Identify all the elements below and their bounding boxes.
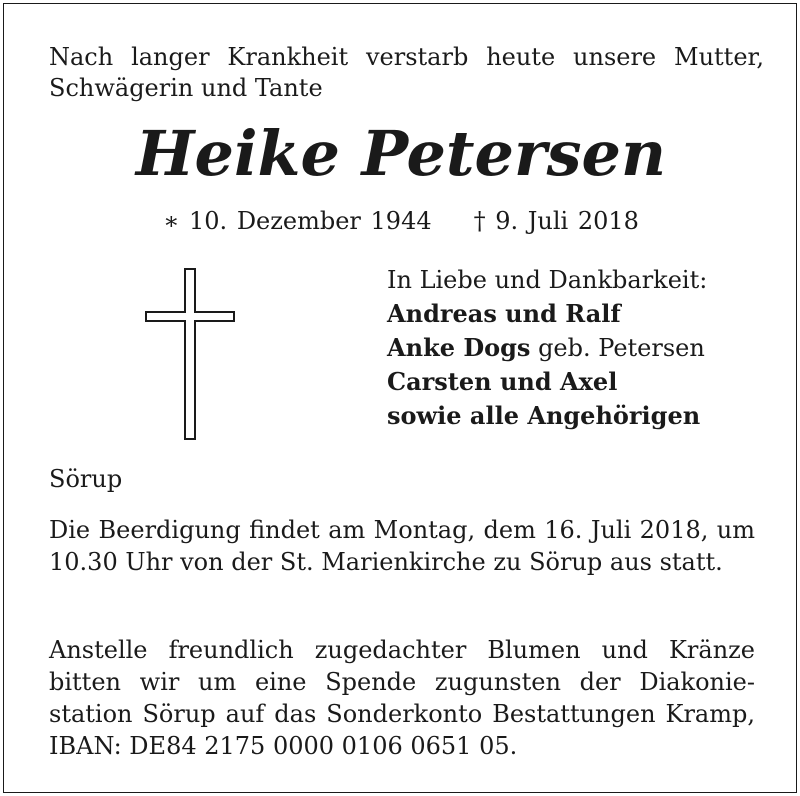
mourner-line-1: [387, 297, 707, 331]
place-name: Sörup: [49, 465, 123, 493]
latin-cross-icon: [144, 268, 236, 440]
mourners-heading: In Liebe und Dankbarkeit:: [387, 266, 708, 294]
mourner-relatives: sowie alle Angehörigen: [387, 401, 701, 430]
funeral-info: Die Beerdigung findet am Montag, dem 16. Juli 2018, um 10.30 Uhr von der St. Marienkirche zu Sörup aus statt.: [49, 516, 755, 576]
life-dates: [4, 206, 798, 236]
death-date: † 9. Juli 2018: [473, 207, 639, 235]
mourner-carsten-axel: Carsten und Axel: [387, 367, 618, 396]
mourners-list: [387, 264, 707, 433]
deceased-name: Heike Petersen: [135, 117, 667, 190]
obituary-notice: [3, 3, 797, 793]
intro-text: Nach langer Krankheit verstarb heute unsere Mutter, Schwägerin und Tante: [49, 43, 764, 102]
mourner-andreas-ralf: Andreas und Ralf: [387, 299, 621, 328]
mourner-maiden-name: geb. Petersen: [530, 334, 705, 362]
mourner-line-2: [387, 331, 707, 365]
mourner-anke-dogs: Anke Dogs: [387, 333, 531, 362]
mourner-line-3: [387, 365, 707, 399]
birth-date: ∗ 10. Dezember 1944: [163, 207, 432, 235]
mourner-line-4: [387, 399, 707, 433]
donation-info: Anstelle freundlich zugedachter Blumen und Kränze bitten wir um eine Spende zugunsten der Diakonie-station Sörup auf das Sonderkonto Bestattungen Kramp, IBAN: DE84 2175 0000 0106 0651 05.: [49, 636, 755, 760]
